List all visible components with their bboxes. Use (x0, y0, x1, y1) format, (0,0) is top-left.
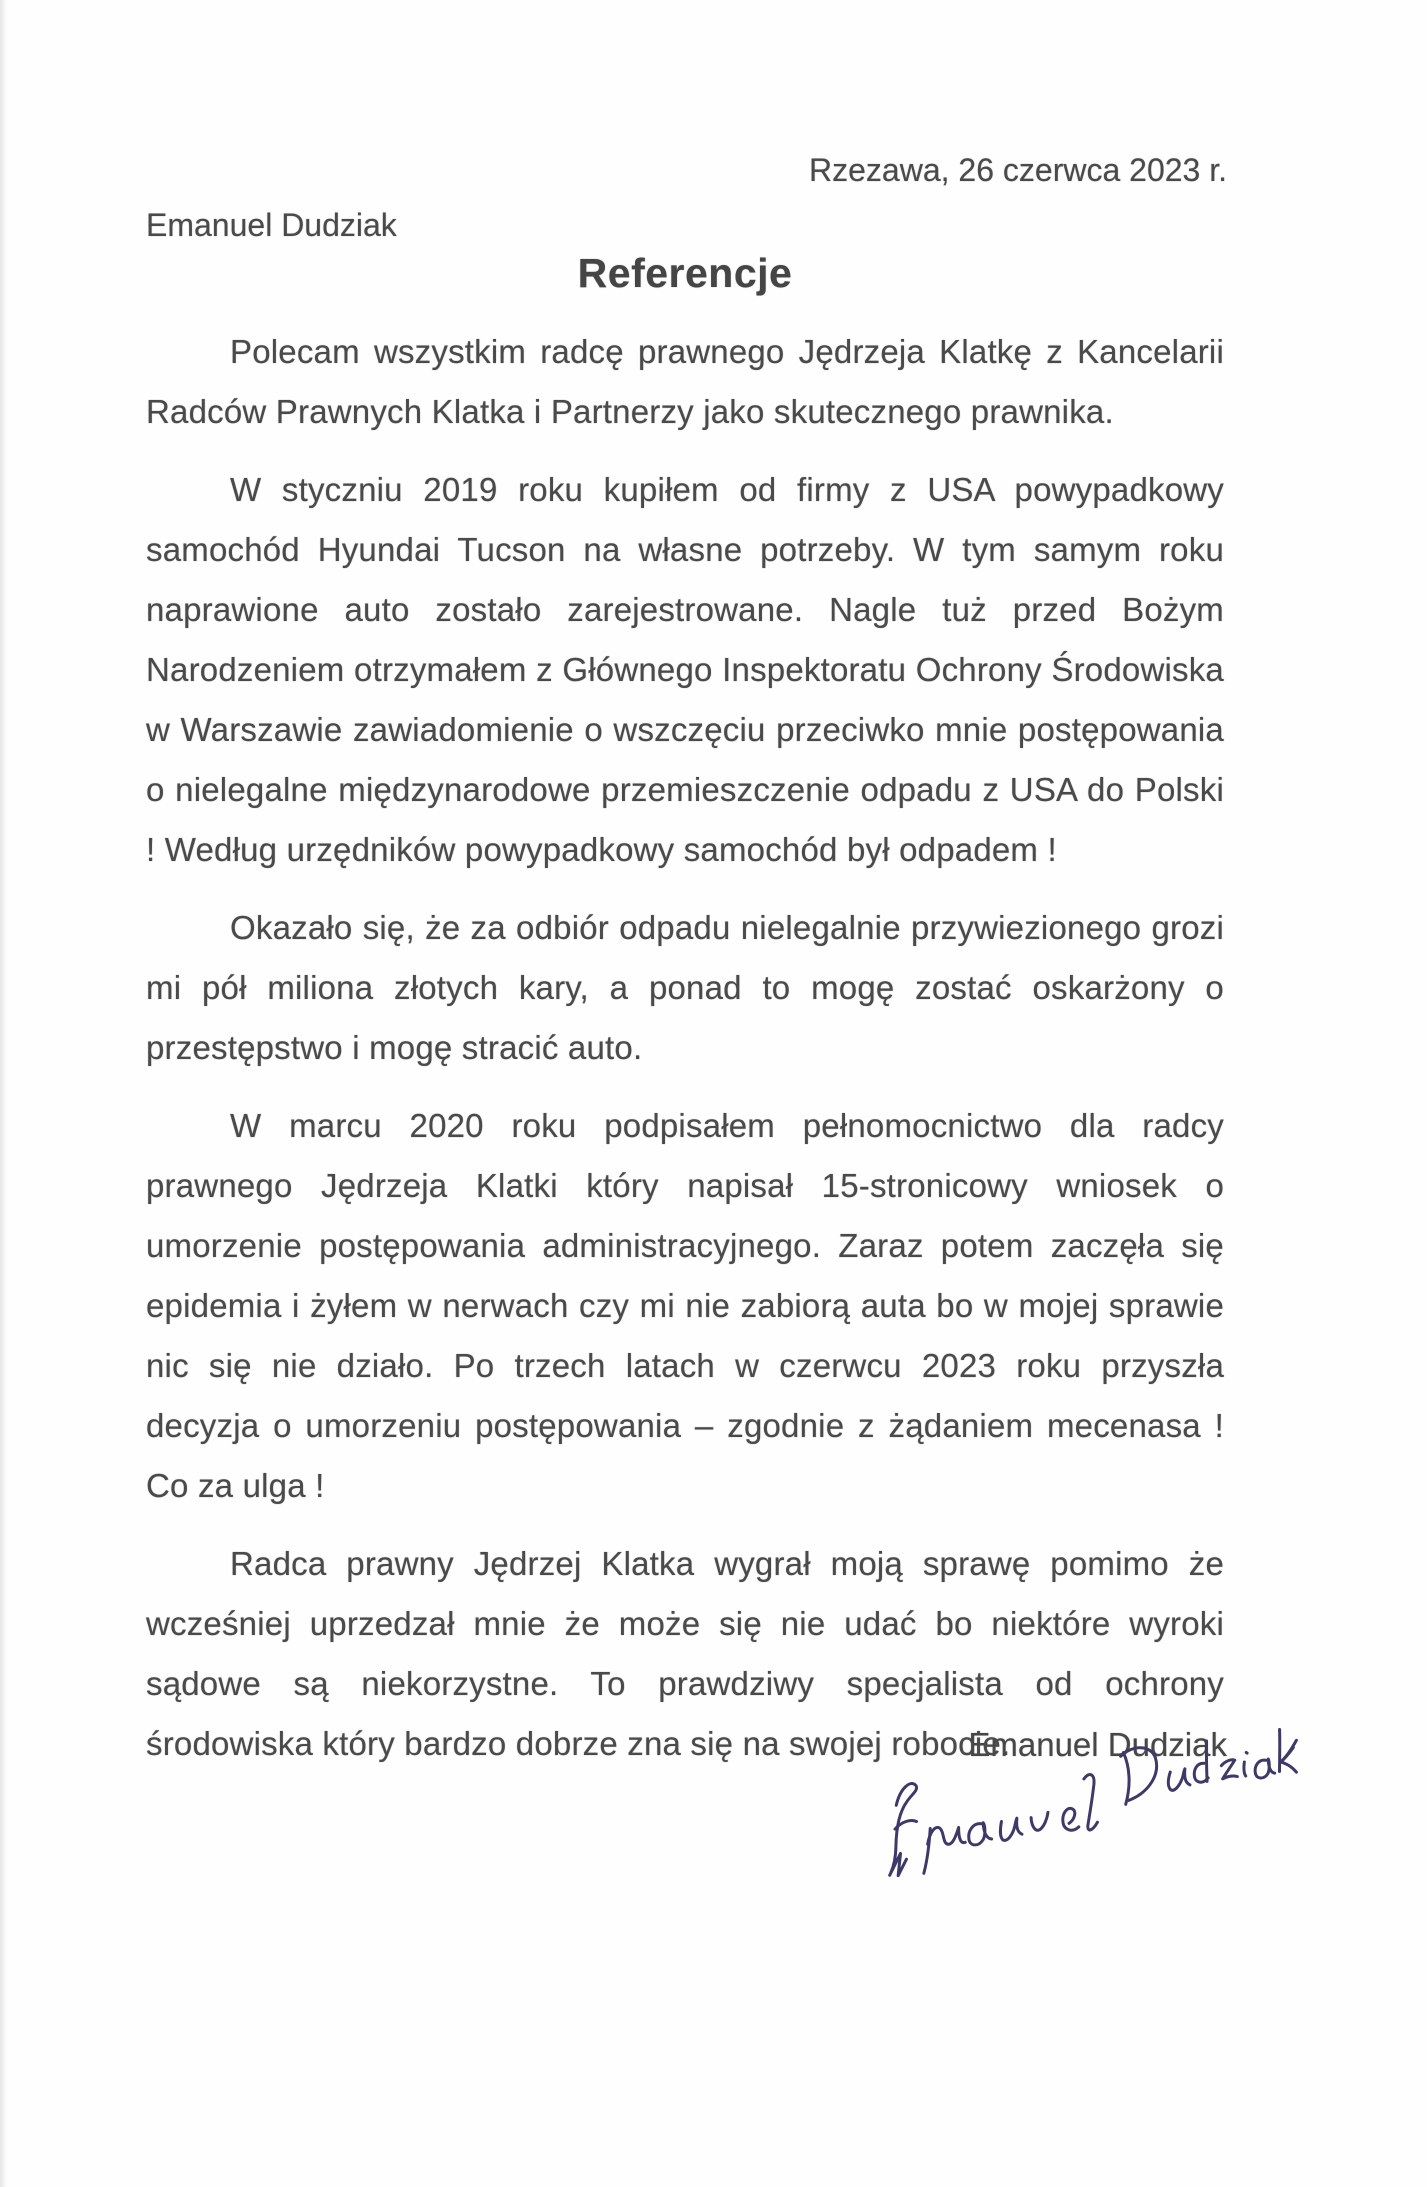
paragraph-power-of-attorney: W marcu 2020 roku podpisałem pełnomocnictwo dla radcy prawnego Jędrzeja Klatki który napisał 15-stronicowy wniosek o umorzenie postępowania administracyjnego. Zaraz potem zaczęła się epidemia i żyłem w nerwach czy mi nie zabiorą auta bo w mojej sprawie nic się nie działo. Po trzech latach w czerwcu 2023 roku przyszła decyzja o umorzeniu postępowania – zgodnie z żądaniem mecenasa ! Co za ulga ! (146, 1107, 1224, 1504)
paragraph-recommendation: Polecam wszystkim radcę prawnego Jędrzeja Klatkę z Kancelarii Radców Prawnych Klatka i Partnerzy jako skutecznego prawnika. (146, 333, 1224, 430)
date-line: Rzezawa, 26 czerwca 2023 r. (809, 152, 1227, 188)
author-name-top: Emanuel Dudziak (146, 207, 397, 243)
letter-body (146, 322, 1224, 1792)
paragraph-case-won: Radca prawny Jędrzej Klatka wygrał moją sprawę pomimo że wcześniej uprzedzał mnie że może się nie udać bo niektóre wyroki sądowe są niekorzystne. To prawdziwy specjalista od ochrony środowiska który bardzo dobrze zna się na swojej robocie. (146, 1545, 1224, 1762)
scan-edge-artifact (0, 0, 7, 2187)
paragraph-penalty-risk: Okazało się, że za odbiór odpadu nielegalnie przywiezionego grozi mi pół miliona złotych kary, a ponad to mogę zostać oskarżony o przestępstwo i mogę stracić auto. (146, 909, 1224, 1066)
signature-printed-name: Emanuel Dudziak (968, 1726, 1227, 1763)
document-title: Referencje (577, 250, 793, 296)
paragraph-car-purchase: W styczniu 2019 roku kupiłem od firmy z USA powypadkowy samochód Hyundai Tucson na własne potrzeby. W tym samym roku naprawione auto zostało zarejestrowane. Nagle tuż przed Bożym Narodzeniem otrzymałem z Głównego Inspektoratu Ochrony Środowiska w Warszawie zawiadomienie o wszczęciu przeciwko mnie postępowania o nielegalne międzynarodowe przemieszczenie odpadu z USA do Polski ! Według urzędników powypadkowy samochód był odpadem ! (146, 471, 1224, 868)
